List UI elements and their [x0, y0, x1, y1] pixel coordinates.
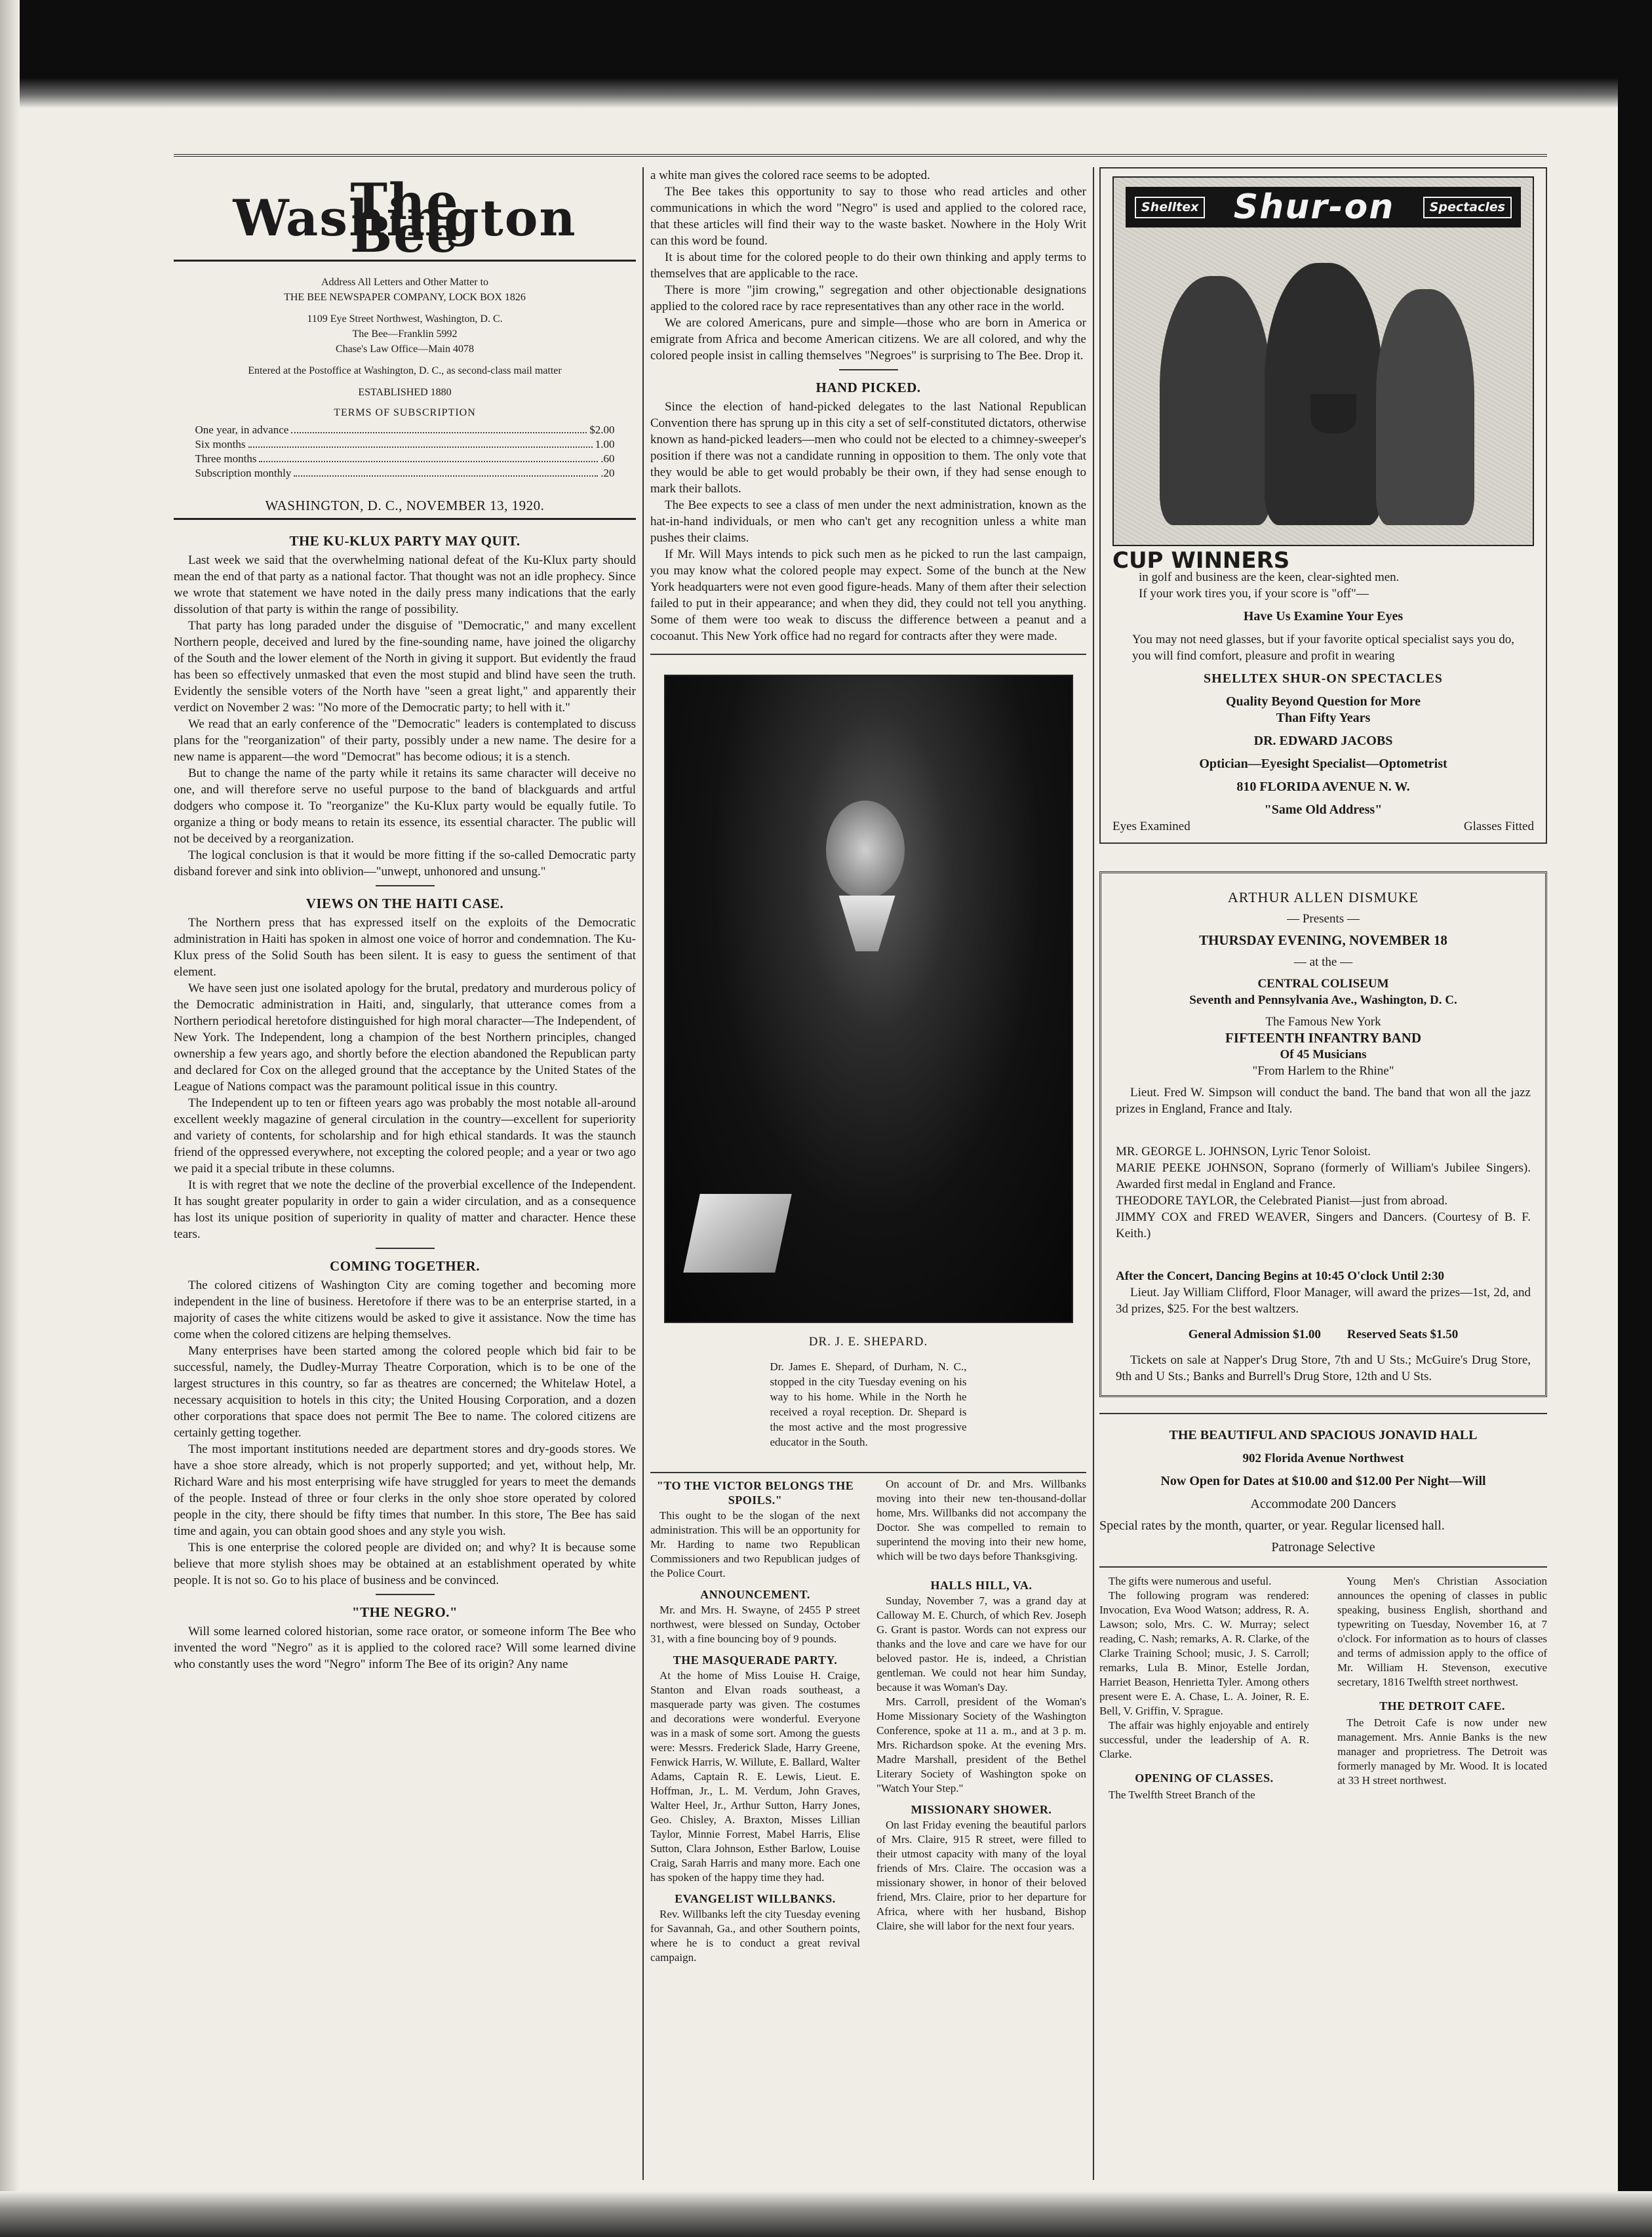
- masthead-line: Entered at the Postoffice at Washington, D. C., as second-class mail matter: [248, 365, 562, 376]
- article-heading: THE DETROIT CAFE.: [1379, 1699, 1505, 1712]
- hall-patronage: Patronage Selective: [1271, 1540, 1375, 1554]
- masthead-line: The Bee—Franklin 5992: [352, 328, 458, 340]
- ad-quality: Than Fifty Years: [1276, 711, 1371, 725]
- dateline: WASHINGTON, D. C., NOVEMBER 13, 1920.: [265, 498, 545, 513]
- concert-performer: JIMMY COX and FRED WEAVER, Singers and Dancers. (Courtesy of B. F. Keith.): [1116, 1210, 1531, 1240]
- article-paragraph: We are colored Americans, pure and simple—those who are born in America or emigrate from Africa and become American citizens. We are all colored, and why the colored people insist in calling themselves "Negroes" is surprising to The Bee. Drop it.: [650, 316, 1086, 363]
- dateline-rule: [174, 518, 636, 520]
- section-rule: [650, 654, 1086, 655]
- rate-price: 1.00: [595, 438, 615, 450]
- article-paragraph: It is with regret that we note the decline of the proverbial excellence of the Independent. It has sought greater popularity in order to gain a wider circulation, and as a consequence has lost its unique position of superiority in quality of matter and character. Hence these tears.: [174, 1178, 636, 1241]
- ad-line: If your work tires you, if your score is "off"—: [1139, 587, 1369, 601]
- article-paragraph: This is one enterprise the colored people are divided on; and why? It is because some believe that more stylish shoes may be obtained at an establishment operated by white people. It is not so. Go to his place of business and be convinced.: [174, 1541, 636, 1587]
- ad-address: 810 FLORIDA AVENUE N. W.: [1236, 780, 1410, 794]
- scan-top-border: [0, 0, 1652, 108]
- ad-footer: [1112, 818, 1534, 835]
- shuron-logo: [1126, 187, 1521, 228]
- masthead-title: The Washington Bee: [233, 172, 577, 264]
- hall-name: THE BEAUTIFUL AND SPACIOUS JONAVID HALL: [1169, 1428, 1478, 1442]
- concert-tickets: Tickets on sale at Napper's Drug Store, 7th and U Sts.; McGuire's Drug Store, 9th and U Sts.; Banks and Burrell's Drug Store, 12th and U Sts.: [1116, 1353, 1531, 1383]
- newspaper-page: [174, 154, 1547, 2187]
- article-paragraph: The Detroit Cafe is now under new management. Mrs. Annie Banks is the new manager and proprietress. The Detroit was formerly managed by Mr. Wood. It is located at 33 H street northwest.: [1337, 1716, 1547, 1787]
- article-paragraph: Young Men's Christian Association announces the opening of classes in public speaking, business English, shorthand and typewriting on Tuesday, November 16, at 7 o'clock. For information as to hours of classes and terms of admission apply to the office of Mr. William H. Stevenson, executive secretary, 1816 Twelfth street northwest.: [1337, 1575, 1547, 1688]
- article-paragraph: This ought to be the slogan of the next administration. This will be an opportunity for Mr. Harding to name two Republican Commissioners and two Republican judges of the Police Court.: [650, 1509, 860, 1579]
- article-paragraph: The most important institutions needed are department stores and dry-goods stores. We have a shoe store already, which is not properly supported; and yet, without help, Mr. Richard Ware and his most enterprising wife have struggled for years to meet the demands of the people. Instead of three or four clerks in the only shoe store operated by colored people in the city, there should be fifty times that number. In this store, The Bee has said time and again, you can obtain good shoes and any style you wish.: [174, 1442, 636, 1538]
- article-heading: "TO THE VICTOR BELONGS THE SPOILS.": [656, 1479, 854, 1507]
- terms-title: TERMS OF SUBSCRIPTION: [334, 407, 476, 418]
- portrait-desk: [683, 1194, 792, 1273]
- ad-motto: "Same Old Address": [1264, 802, 1383, 817]
- concert-dancing: After the Concert, Dancing Begins at 10:45 O'clock Until 2:30: [1116, 1269, 1444, 1283]
- concert-performer: THEODORE TAYLOR, the Celebrated Pianist—just from abroad.: [1116, 1194, 1448, 1208]
- ad-body: You may not need glasses, but if your favorite optical specialist says you do, you will find comfort, pleasure and profit in wearing: [1132, 633, 1514, 663]
- column-rule-1: [642, 167, 644, 2180]
- hall-advertisement: [1099, 1413, 1547, 1556]
- concert-at: — at the —: [1293, 955, 1353, 969]
- article-paragraph: There is more "jim crowing," segregation and other objectionable designations applied to the colored race by race representatives than any other race in the world.: [650, 283, 1086, 313]
- portrait-collar: [839, 896, 895, 951]
- article-paragraph: If Mr. Will Mays intends to pick such men as he picked to run the last campaign, you may know what the colored people may expect. Some of the bunch at the New York headquarters were not even good figure-heads. Many of them after their selection failed to put in their appearance; and when they did, they could not tell you anything. Some of them were too weak to discuss the difference between a peanut and a cocoanut. This New York office had no regard for contracts after they were made.: [650, 547, 1086, 643]
- rate-leader: [248, 437, 593, 448]
- rate-label: One year, in advance: [195, 424, 289, 436]
- concert-presents: — Presents —: [1287, 912, 1360, 926]
- concert-prices: [1116, 1326, 1531, 1343]
- photo-caption-text: Dr. James E. Shepard, of Durham, N. C., stopped in the city Tuesday evening on his way to his home. While in the North he received a royal reception. Dr. Shepard is the most active and the most progressive educator in the South.: [770, 1360, 967, 1448]
- concert-conductor: Lieut. Fred W. Simpson will conduct the band. The band that won all the jazz prizes in England, France and Italy.: [1116, 1086, 1531, 1116]
- scan-bottom-border: [0, 2191, 1652, 2237]
- ad-line: in golf and business are the keen, clear-sighted men.: [1139, 570, 1400, 584]
- article-paragraph: Mrs. Carroll, president of the Woman's Home Missionary Society of the Washington Conference, spoke at 11 a. m., and at 3 p. m. Mrs. Richardson spoke. At the evening Mrs. Madre Marshall, president of the Bethel Literary Society of Washington spoke on "Watch Your Step.": [876, 1695, 1086, 1794]
- subcolumn-left: [650, 1477, 860, 1965]
- concert-slogan: "From Harlem to the Rhine": [1252, 1064, 1394, 1078]
- separator: [376, 1594, 435, 1595]
- article-paragraph: The affair was highly enjoyable and entirely successful, under the leadership of A. R. Clarke.: [1099, 1719, 1309, 1760]
- masthead-line: Chase's Law Office—Main 4078: [336, 344, 474, 355]
- golfer-figure: [1376, 289, 1474, 525]
- concert-performer: MR. GEORGE L. JOHNSON, Lyric Tenor Soloist.: [1116, 1145, 1371, 1158]
- reserved-seats: Reserved Seats $1.50: [1347, 1328, 1459, 1341]
- scan-right-border: [1618, 0, 1652, 2237]
- subscription-rates: [195, 423, 615, 481]
- article-heading: VIEWS ON THE HAITI CASE.: [305, 896, 504, 911]
- article-paragraph: We have seen just one isolated apology for the brutal, predatory and murderous policy of the Democratic administration in Haiti, and, singularly, that utterance comes from a Northern periodical heretofore distinguished for high moral character—The Independent, of New York. The Independent, long a champion of the best Northern principles, changed ownership a few years ago, and shortly before the election abandoned the Republican party and declared for Cox on the alleged ground that the acceptance by the United States of the League of Nations compact was the paramount political issue in this country.: [174, 981, 636, 1094]
- article-paragraph: At the home of Miss Louise H. Craige, Stanton and Elvan roads southeast, a masquerade party was given. The costumes and decorations were wonderful. Everyone was in a mask of some sort. Among the guests were: Messrs. Frederick Slade, Harry Greene, Fenwick Harris, W. Willute, E. Ballard, Walter Adams, Captain R. E. Lewis, Lieut. E. Hoffman, Jr., L. M. Verdum, John Graves, Walter Heel, Jr., Arthur Sutton, Harry Jones, Geo. Chisley, A. Braxton, Misses Lillian Taylor, Minnie Forrest, Mabel Harris, Elise Sutton, Clara Johnson, Esther Barlow, Louise Craig, Sarah Harris and many more. Each one has spoken of the happy time they had.: [650, 1669, 860, 1884]
- ad-footer-right: Glasses Fitted: [1463, 820, 1534, 833]
- portrait-face: [826, 801, 905, 899]
- ad-footer-left: Eyes Examined: [1112, 820, 1190, 833]
- column-2: [650, 167, 1086, 1965]
- concert-musicians: Of 45 Musicians: [1280, 1048, 1367, 1061]
- rate-price: .60: [600, 452, 615, 465]
- concert-band: FIFTEENTH INFANTRY BAND: [1225, 1030, 1422, 1046]
- shuron-illustration: [1112, 176, 1534, 546]
- cup-winners-headline: CUP WINNERS: [1112, 547, 1290, 574]
- masthead-line: ESTABLISHED 1880: [358, 387, 452, 398]
- trophy-cup-icon: [1310, 394, 1356, 433]
- concert-venue-address: Seventh and Pennsylvania Ave., Washington, D. C.: [1189, 993, 1457, 1007]
- ad-quality: Quality Beyond Question for More: [1225, 694, 1421, 709]
- article-paragraph: Since the election of hand-picked delegates to the last National Republican Convention there has sprung up in this city a set of self-constituted dictators, otherwise known as hand-picked leaders—men who could not be elected to a chimney-sweeper's position if there was not a candidate running in opposition to them. The only vote that they would be able to get would probably be their own, if they had sense enough to mark their ballots.: [650, 400, 1086, 496]
- rate-leader: [294, 466, 598, 477]
- ad-doctor: DR. EDWARD JACOBS: [1253, 734, 1393, 748]
- separator: [376, 885, 435, 886]
- shelltex-tag: Shelltex: [1135, 197, 1205, 218]
- subcolumn-right: [1337, 1574, 1547, 1802]
- concert-venue: CENTRAL COLISEUM: [1257, 977, 1389, 991]
- article-paragraph: That party has long paraded under the disguise of "Democratic," and many excellent Northern people, deceived and lured by the fine-sounding name, have joined the oligarchy of the South and the lower element of the North in giving it support. But evidently the fraud has been so effectively unmasked that even the most stupid and blind have seen the truth. Evidently the sensible voters of the North have "seen a great light," and apparently their verdict on November 2 was: "No more of the Democratic party; to hell with it.": [174, 619, 636, 715]
- subcolumn-left: [1099, 1574, 1309, 1802]
- article-paragraph: Mr. and Mrs. H. Swayne, of 2455 P street northwest, were blessed on Sunday, October 31, with a fine bouncing boy of 9 pounds.: [650, 1604, 860, 1645]
- rate-row: [195, 423, 615, 437]
- column-1: [174, 167, 636, 1673]
- article-heading: MISSIONARY SHOWER.: [911, 1803, 1052, 1816]
- article-paragraph: We read that an early conference of the "Democratic" leaders is contemplated to discuss plans for the "reorganization" of their party, possibly under a new name. The desire for a new name is apparent—the word "Democrat" has become odious; it is a stench.: [174, 717, 636, 764]
- hall-open: Now Open for Dates at $10.00 and $12.00 Per Night—Will: [1160, 1474, 1486, 1488]
- column-rule-2: [1093, 167, 1094, 2180]
- rate-row: [195, 437, 615, 452]
- article-heading: THE MASQUERADE PARTY.: [673, 1653, 838, 1667]
- rate-price: .20: [600, 467, 615, 479]
- masthead-line: Address All Letters and Other Matter to: [321, 277, 489, 288]
- hall-address: 902 Florida Avenue Northwest: [1242, 1452, 1404, 1465]
- rate-label: Three months: [195, 452, 257, 465]
- hall-rates: Special rates by the month, quarter, or year. Regular licensed hall.: [1099, 1518, 1445, 1533]
- golfer-figure: [1160, 276, 1271, 525]
- column-3-subcolumns: [1099, 1566, 1547, 1802]
- separator: [839, 369, 898, 370]
- rate-leader: [291, 423, 587, 433]
- article-paragraph: The Northern press that has expressed itself on the exploits of the Democratic administration in Haiti has spoken in almost one voice of horror and condemnation. The Ku-Klux press of the Solid South has been silent. It is easy to guess the sentiment of that element.: [174, 916, 636, 979]
- article-paragraph: Rev. Willbanks left the city Tuesday evening for Savannah, Ga., and other Southern points, where he is to conduct a great revival campaign.: [650, 1908, 860, 1964]
- top-rule: [174, 154, 1547, 157]
- subcolumn-right: [876, 1477, 1086, 1965]
- column-2-subcolumns: [650, 1472, 1086, 1965]
- article-paragraph: The Bee takes this opportunity to say to those who read articles and other communications in which the word "Negro" is used and applied to the colored race, that these articles will find their way to the waste basket. Nowhere in the Holy Writ can this word be found.: [650, 185, 1086, 248]
- concert-performer: MARIE PEEKE JOHNSON, Soprano (formerly of William's Jubilee Singers). Awarded first medal in England and France.: [1116, 1161, 1531, 1191]
- article-paragraph: The Independent up to ten or fifteen years ago was probably the most notable all-around excellent weekly magazine of general circulation in the country—excellent for superiority and variety of contents, for scholarship and for high ethical standards. It was the staunch friend of the oppressed everywhere, not excepting the colored people; and a year or two ago we paid it a special tribute in these columns.: [174, 1096, 636, 1176]
- article-paragraph: But to change the name of the party while it retains its same character will deceive no one, and will therefore serve no useful purpose to the band of blackguards and artful dodgers who compose it. To "reorganize" the Ku-Klux party would be equally futile. To organize a thing or body means to retain its essence, its essential character. The public will not be deceived by a reorganization.: [174, 766, 636, 846]
- masthead-line: THE BEE NEWSPAPER COMPANY, LOCK BOX 1826: [284, 292, 526, 303]
- concert-floor-manager: Lieut. Jay William Clifford, Floor Manager, will award the prizes—1st, 2d, and 3d prizes, $25. For the best waltzers.: [1116, 1286, 1531, 1316]
- rate-leader: [259, 452, 598, 462]
- article-paragraph: The Twelfth Street Branch of the: [1109, 1789, 1255, 1801]
- article-paragraph: The colored citizens of Washington City are coming together and becoming more independent in the line of business. Heretofore if there was to be an enterprise started, in a majority of cases the white citizens would be asked to give it assistance. Now the time has come when the colored citizens are helping themselves.: [174, 1278, 636, 1341]
- rate-row: [195, 466, 615, 481]
- separator: [376, 1248, 435, 1249]
- article-heading: THE KU-KLUX PARTY MAY QUIT.: [289, 533, 521, 549]
- article-heading: COMING TOGETHER.: [330, 1258, 480, 1274]
- article-heading: EVANGELIST WILLBANKS.: [675, 1892, 836, 1905]
- hall-accommodate: Accommodate 200 Dancers: [1250, 1497, 1396, 1511]
- concert-famous: The Famous New York: [1265, 1015, 1381, 1029]
- article-paragraph: It is about time for the colored people to do their own thinking and apply terms to themselves that are applicable to the race.: [650, 250, 1086, 281]
- ad-product: SHELLTEX SHUR-ON SPECTACLES: [1204, 671, 1443, 686]
- article-paragraph: Sunday, November 7, was a grand day at Calloway M. E. Church, of which Rev. Joseph G. Grant is pastor. Words can not express our thanks and the love and care we have for our beloved pastor. He is, indeed, a Christian gentleman. We could not hear him Sunday, because it was Woman's Day.: [876, 1594, 1086, 1693]
- shuron-advertisement: [1099, 167, 1547, 844]
- rate-label: Subscription monthly: [195, 467, 292, 479]
- article-heading: ANNOUNCEMENT.: [700, 1588, 810, 1601]
- article-paragraph: a white man gives the colored race seems to be adopted.: [650, 168, 930, 182]
- concert-presenter: ARTHUR ALLEN DISMUKE: [1227, 889, 1419, 905]
- shuron-brand: Shur-on: [1233, 187, 1395, 227]
- article-paragraph: Will some learned colored historian, some race orator, or someone inform The Bee who invented the word "Negro" as it is applied to the colored race? Will some learned divine who constantly uses the word "Negro" inform The Bee of its origin? Any name: [174, 1625, 636, 1671]
- concert-advertisement: [1099, 871, 1547, 1397]
- spectacles-tag: Spectacles: [1423, 197, 1512, 218]
- article-heading: "THE NEGRO.": [351, 1604, 458, 1620]
- article-paragraph: On last Friday evening the beautiful parlors of Mrs. Claire, 915 R street, were filled to their utmost capacity with many of the loyal friends of Mrs. Claire. The occasion was a missionary shower, in honor of their beloved friend, Mrs. Claire, prior to her departure for Africa, where with her husband, Bishop Claire, she will labor for the next four years.: [876, 1819, 1086, 1932]
- article-heading: OPENING OF CLASSES.: [1135, 1772, 1274, 1785]
- photo-caption-title: DR. J. E. SHEPARD.: [808, 1335, 928, 1349]
- article-paragraph: The Bee expects to see a class of men under the next administration, known as the hat-in-hand individuals, or men who can't get any recognition unless a white man pushes their claims.: [650, 498, 1086, 545]
- article-paragraph: On account of Dr. and Mrs. Willbanks moving into their new ten-thousand-dollar home, Mrs. Willbanks did not accompany the Doctor. She was compelled to remain to superintend the moving into their new home, which will be two days before Thanksgiving.: [876, 1478, 1086, 1562]
- article-heading: HAND PICKED.: [816, 380, 921, 395]
- ad-examine: Have Us Examine Your Eyes: [1243, 609, 1404, 624]
- column-3: [1099, 167, 1547, 1802]
- article-paragraph: Last week we said that the overwhelming national defeat of the Ku-Klux party should mean the end of that party as a national factor. That thought was not an idle prophecy. Since we wrote that statement we have noted in the daily press many indications that the early dissolution of that party is within the range of possibility.: [174, 553, 636, 616]
- article-paragraph: The logical conclusion is that it would be more fitting if the so-called Democratic party disband forever and sink into oblivion—"unwept, unhonored and unsung.": [174, 848, 636, 879]
- article-heading: HALLS HILL, VA.: [930, 1579, 1032, 1592]
- rate-label: Six months: [195, 438, 246, 450]
- scan-left-edge: [0, 0, 20, 2237]
- concert-date: THURSDAY EVENING, NOVEMBER 18: [1199, 932, 1447, 948]
- rate-row: [195, 452, 615, 466]
- rate-price: $2.00: [589, 424, 615, 436]
- ad-title: Optician—Eyesight Specialist—Optometrist: [1199, 757, 1447, 771]
- article-paragraph: The following program was rendered: Invocation, Eva Wood Watson; address, R. A. Lawson; solo, Mrs. C. W. Murray; select reading, C. Nash; remarks, A. R. Clarke, of the Clarke Training School; music, J. S. Carroll; remarks, Lula B. Minor, Estelle Jordan, Harriet Beason, Henrietta Tyler. Among others present were E. A. Chase, L. A. Joiner, R. E. Bell, V. Griffin, V. Sprague.: [1099, 1589, 1309, 1717]
- masthead-line: 1109 Eye Street Northwest, Washington, D. C.: [307, 313, 503, 325]
- article-paragraph: Many enterprises have been started among the colored people which bid fair to be successful, namely, the Dudley-Murray Theatre Corporation, which is to be one of the largest structures in this country, so far as theatres are concerned; the Whitelaw Hotel, a necessary acquisition to hotels in this city; the United Housing Corporation, and a dozen other corporations that space does not permit The Bee to name. The colored citizens are certainly getting together.: [174, 1344, 636, 1440]
- article-paragraph: The gifts were numerous and useful.: [1109, 1575, 1272, 1587]
- general-admission: General Admission $1.00: [1188, 1328, 1321, 1341]
- portrait-photo: [664, 675, 1073, 1323]
- masthead-info: [174, 275, 636, 420]
